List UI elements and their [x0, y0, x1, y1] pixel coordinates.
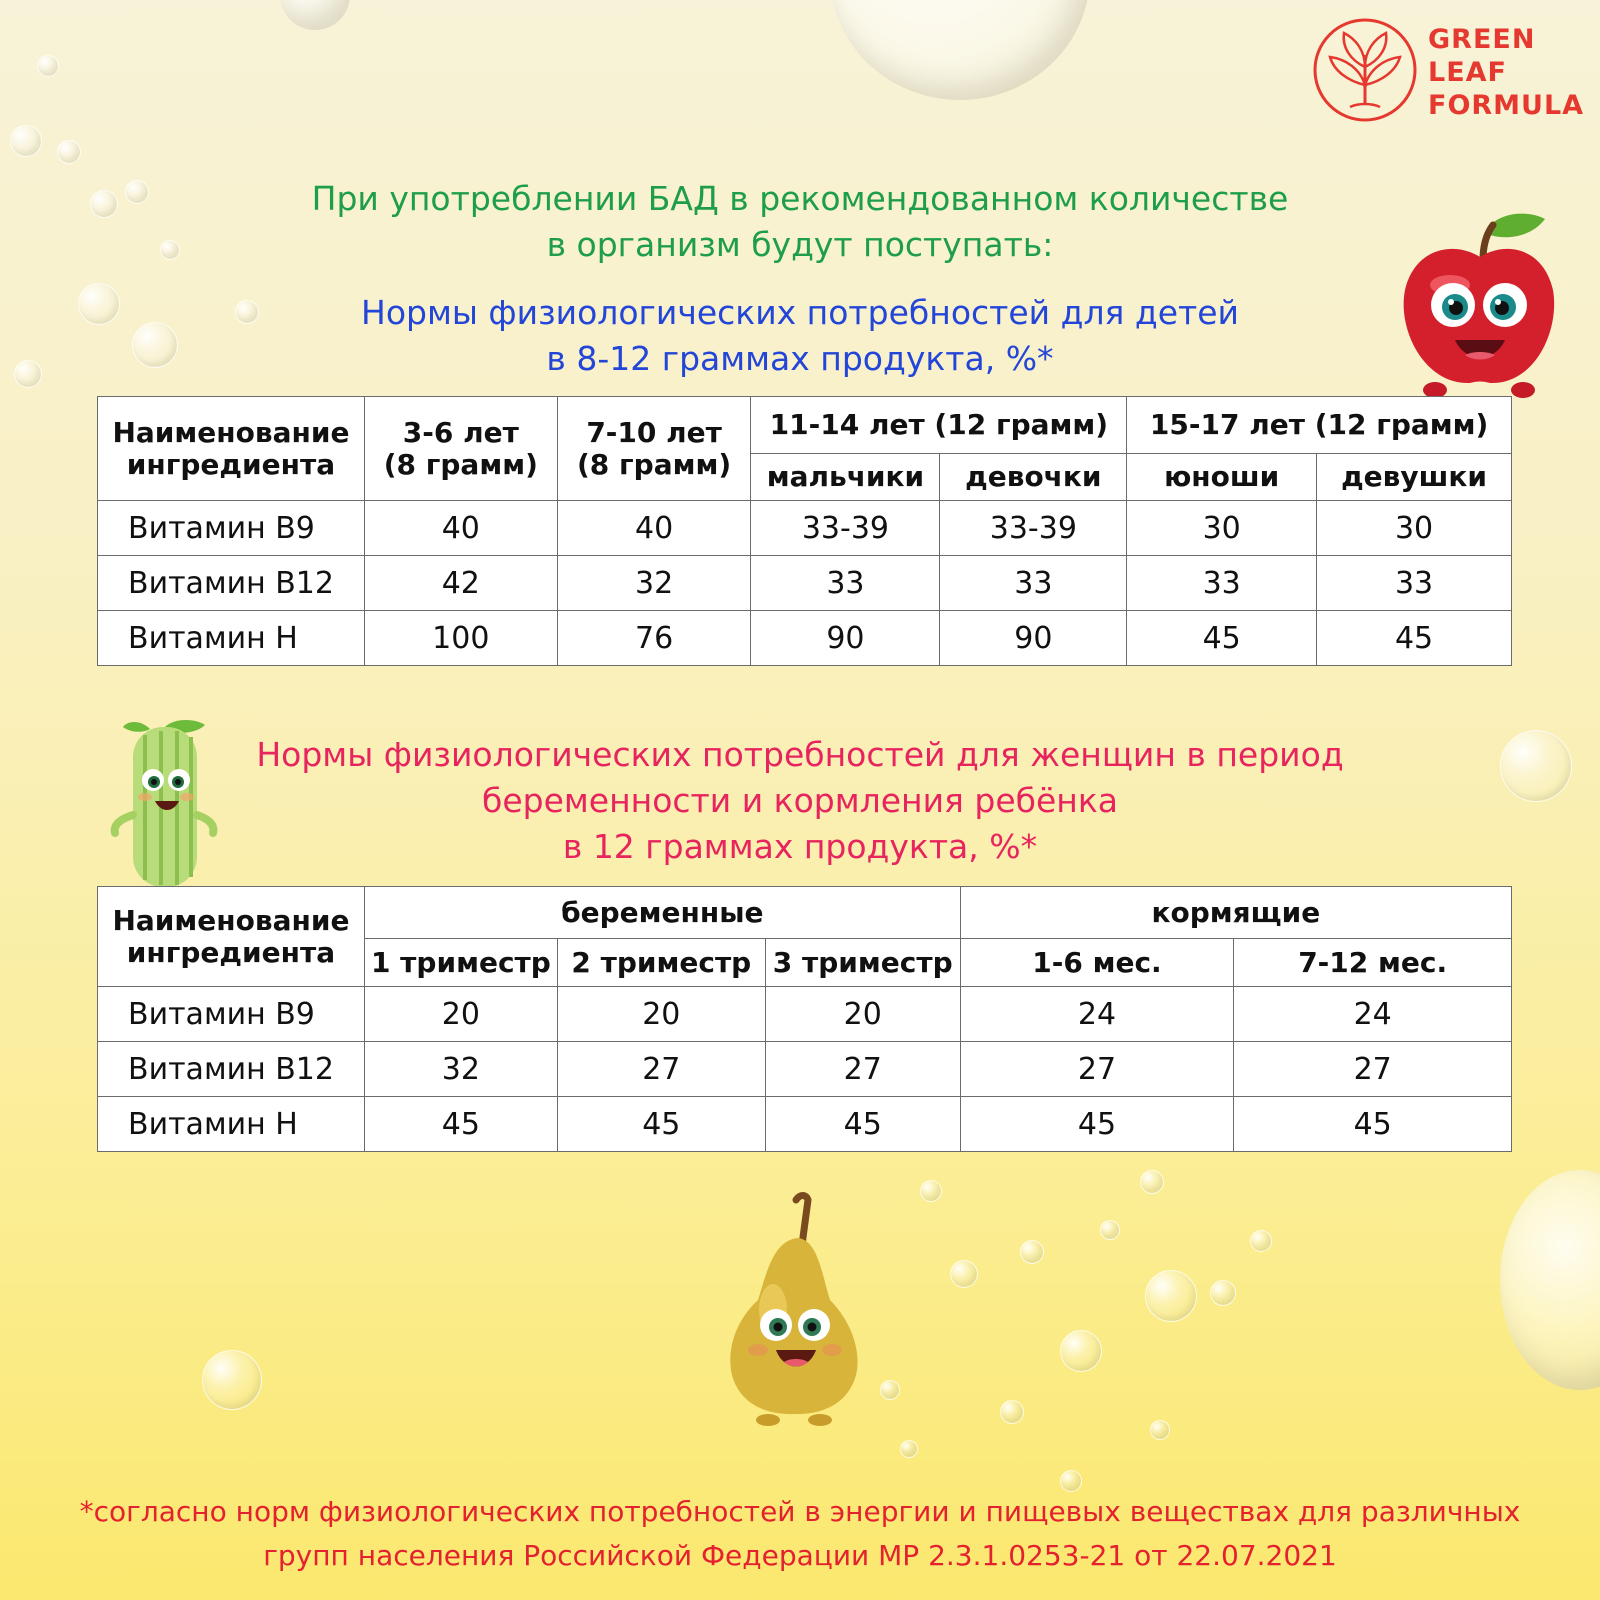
- intro-line: При употреблении БАД в рекомендованном количестве: [311, 179, 1289, 218]
- brand-name: [1428, 23, 1584, 122]
- table-cell: 33-39: [751, 501, 940, 556]
- bubble: [1210, 1280, 1236, 1306]
- ingredient-name: Витамин В12: [98, 1042, 365, 1097]
- table-cell: 20: [765, 987, 960, 1042]
- bubble: [1140, 1170, 1164, 1194]
- table-cell: 20: [364, 987, 557, 1042]
- table-cell: 24: [1234, 987, 1512, 1042]
- table-cell: 20: [557, 987, 765, 1042]
- table-cell: 45: [765, 1097, 960, 1152]
- women-title-line: в 12 граммах продукта, %*: [562, 827, 1038, 866]
- table-row: [98, 501, 1512, 556]
- header-age-15-17: 15-17 лет (12 грамм): [1127, 397, 1512, 454]
- header-young-women: девушки: [1317, 454, 1512, 501]
- table-cell: 32: [364, 1042, 557, 1097]
- bubble: [37, 55, 59, 77]
- pear-character-icon: [718, 1190, 868, 1430]
- header-age-11-14: 11-14 лет (12 грамм): [751, 397, 1127, 454]
- brand-line: LEAF: [1428, 57, 1507, 88]
- children-norms-table: [97, 396, 1512, 666]
- table-row: [98, 556, 1512, 611]
- header-ingredient-line: ингредиента: [126, 447, 336, 481]
- header-age-line: 3-6 лет: [402, 415, 519, 449]
- header-age-7-10: [557, 397, 751, 501]
- table-cell: 90: [751, 611, 940, 666]
- header-age-line: 7-10 лет: [586, 415, 722, 449]
- bubble: [1000, 1400, 1024, 1424]
- header-ingredient-line: ингредиента: [126, 935, 336, 969]
- header-boys: мальчики: [751, 454, 940, 501]
- header-ingredient-line: Наименование: [112, 415, 350, 449]
- children-title-line: в 8-12 граммах продукта, %*: [546, 339, 1054, 378]
- big-bubble-right: [1500, 1170, 1600, 1390]
- table-cell: 40: [364, 501, 557, 556]
- women-title-line: беременности и кормления ребёнка: [481, 781, 1119, 820]
- table-cell: 33: [940, 556, 1127, 611]
- header-trimester-1: 1 триместр: [364, 939, 557, 987]
- table-cell: 33: [751, 556, 940, 611]
- ingredient-name: Витамин В9: [98, 987, 365, 1042]
- table-cell: 33: [1317, 556, 1512, 611]
- table-cell: 42: [364, 556, 557, 611]
- table-cell: 27: [960, 1042, 1234, 1097]
- header-ingredient: [98, 397, 365, 501]
- ingredient-name: Витамин В9: [98, 501, 365, 556]
- table-cell: 45: [1317, 611, 1512, 666]
- header-pregnant: беременные: [364, 887, 960, 939]
- table-cell: 40: [557, 501, 751, 556]
- big-bubble-top: [830, 0, 1090, 100]
- table-row: [98, 1042, 1512, 1097]
- intro-heading: [0, 176, 1600, 268]
- header-nursing: кормящие: [960, 887, 1511, 939]
- table-cell: 24: [960, 987, 1234, 1042]
- table-cell: 45: [1127, 611, 1317, 666]
- table-cell: 33: [1127, 556, 1317, 611]
- bubble: [1060, 1330, 1102, 1372]
- table-cell: 27: [765, 1042, 960, 1097]
- bubble: [1145, 1270, 1197, 1322]
- table-cell: 45: [364, 1097, 557, 1152]
- women-norms-table: [97, 886, 1512, 1152]
- table-cell: 45: [960, 1097, 1234, 1152]
- footnote: [0, 1490, 1600, 1578]
- table-cell: 45: [557, 1097, 765, 1152]
- table-cell: 30: [1127, 501, 1317, 556]
- header-trimester-2: 2 триместр: [557, 939, 765, 987]
- table-cell: 90: [940, 611, 1127, 666]
- header-months-7-12: 7-12 мес.: [1234, 939, 1512, 987]
- bubble: [1150, 1420, 1170, 1440]
- bubble: [1100, 1220, 1120, 1240]
- children-title-line: Нормы физиологических потребностей для детей: [361, 293, 1239, 332]
- footnote-line: *согласно норм физиологических потребностей в энергии и пищевых веществах для различных: [79, 1495, 1521, 1528]
- table-cell: 76: [557, 611, 751, 666]
- bubble: [57, 140, 81, 164]
- table-row: [98, 1097, 1512, 1152]
- ingredient-name: Витамин Н: [98, 611, 365, 666]
- table-cell: 100: [364, 611, 557, 666]
- bubble: [900, 1440, 918, 1458]
- women-title-line: Нормы физиологических потребностей для женщин в период: [256, 735, 1344, 774]
- table-cell: 30: [1317, 501, 1512, 556]
- apple-character-icon: [1395, 205, 1565, 405]
- header-ingredient: [98, 887, 365, 987]
- table-row: [98, 611, 1512, 666]
- header-young-men: юноши: [1127, 454, 1317, 501]
- bubble: [202, 1350, 262, 1410]
- bubble: [950, 1260, 978, 1288]
- table-cell: 33-39: [940, 501, 1127, 556]
- intro-line: в организм будут поступать:: [546, 225, 1054, 264]
- bubble: [1020, 1240, 1044, 1264]
- header-age-3-6: [364, 397, 557, 501]
- bubble: [880, 1380, 900, 1400]
- table-row: [98, 987, 1512, 1042]
- bubble: [1060, 1470, 1082, 1492]
- header-age-line: (8 грамм): [577, 447, 732, 481]
- header-trimester-3: 3 триместр: [765, 939, 960, 987]
- children-table-title: [0, 290, 1600, 382]
- table-cell: 27: [1234, 1042, 1512, 1097]
- brand-logo[interactable]: [1310, 15, 1590, 125]
- bubble: [10, 125, 42, 157]
- ingredient-name: Витамин Н: [98, 1097, 365, 1152]
- big-bubble-top-left: [280, 0, 350, 30]
- header-months-1-6: 1-6 мес.: [960, 939, 1234, 987]
- bubble: [920, 1180, 942, 1202]
- women-table-title: [0, 732, 1600, 870]
- table-cell: 32: [557, 556, 751, 611]
- footnote-line: групп населения Российской Федерации МР 2.3.1.0253-21 от 22.07.2021: [263, 1539, 1337, 1572]
- header-age-line: (8 грамм): [383, 447, 538, 481]
- table-cell: 45: [1234, 1097, 1512, 1152]
- brand-line: GREEN: [1428, 24, 1536, 55]
- leaf-circle-logo-icon: [1310, 15, 1420, 125]
- table-cell: 27: [557, 1042, 765, 1097]
- header-ingredient-line: Наименование: [112, 903, 350, 937]
- brand-line: FORMULA: [1428, 90, 1585, 121]
- header-girls: девочки: [940, 454, 1127, 501]
- bubble: [1250, 1230, 1272, 1252]
- ingredient-name: Витамин В12: [98, 556, 365, 611]
